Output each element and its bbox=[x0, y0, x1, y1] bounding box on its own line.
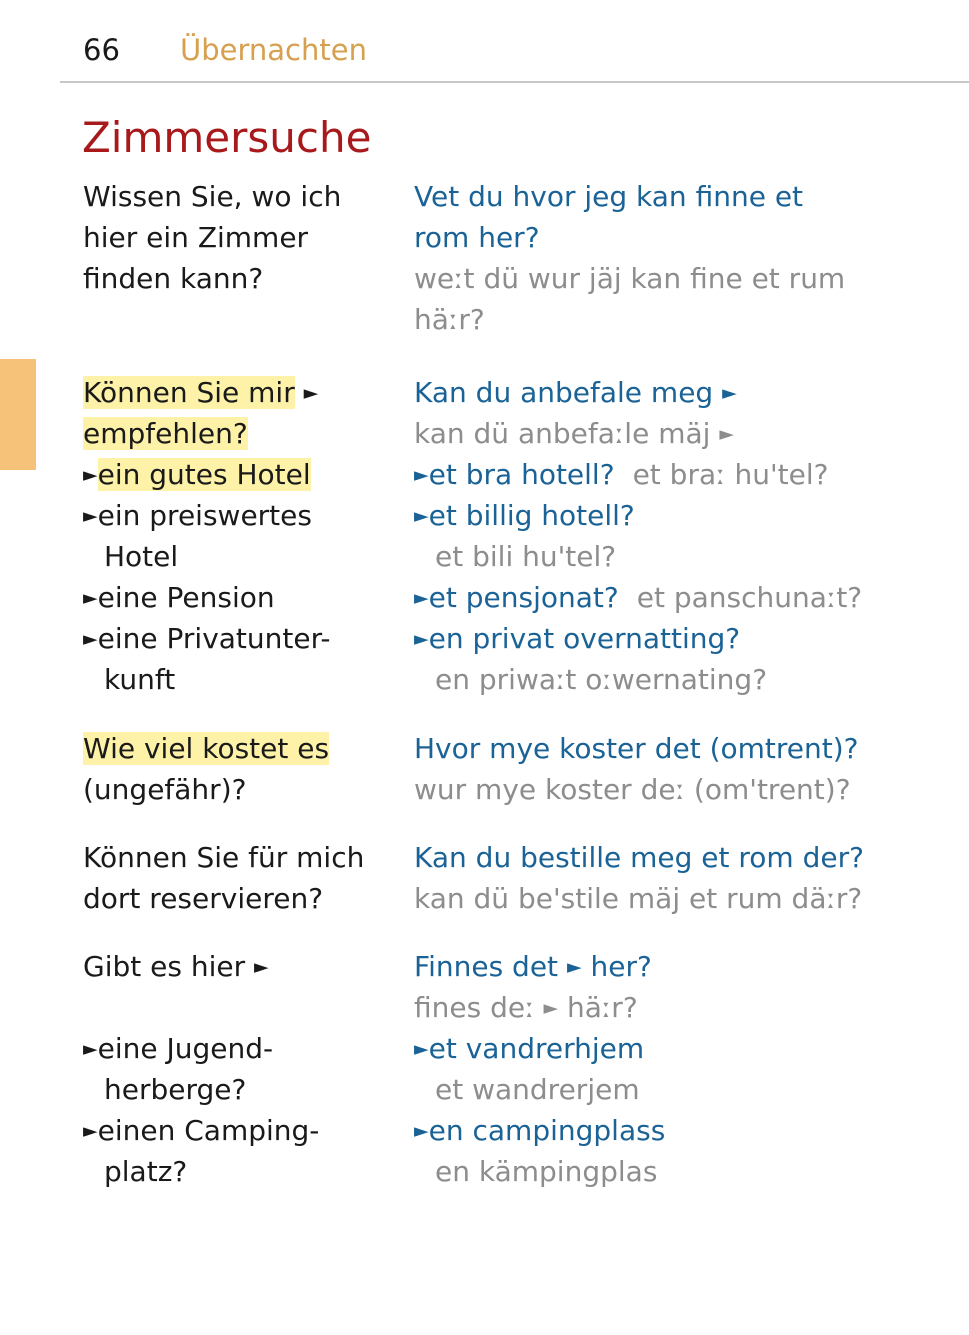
chapter-tab-marker bbox=[0, 359, 36, 470]
phrase-entry bbox=[83, 372, 969, 728]
german-phrase-line: (ungefähr)? bbox=[83, 773, 247, 806]
german-column bbox=[83, 728, 414, 837]
german-option: ein preiswertes bbox=[97, 499, 312, 532]
norwegian-phrase-line: Kan du bestille meg et rom der? bbox=[414, 841, 864, 874]
german-column bbox=[83, 372, 414, 728]
slot-arrow-icon: ► bbox=[254, 956, 269, 978]
phrase-entry bbox=[83, 176, 969, 372]
header-divider bbox=[60, 81, 969, 83]
page-title: Zimmersuche bbox=[82, 113, 372, 162]
phrase-entry bbox=[83, 728, 969, 837]
option-arrow-icon: ► bbox=[414, 505, 429, 527]
slot-arrow-icon: ► bbox=[566, 956, 582, 978]
option-arrow-icon: ► bbox=[414, 587, 429, 609]
norwegian-option: et vandrerhjem bbox=[428, 1032, 645, 1065]
slot-arrow-icon: ► bbox=[719, 423, 734, 445]
norwegian-column bbox=[414, 837, 969, 946]
german-option-continuation: Hotel bbox=[104, 540, 179, 573]
option-arrow-icon: ► bbox=[414, 1120, 429, 1142]
german-option-continuation: herberge? bbox=[104, 1073, 247, 1106]
blank-line bbox=[83, 987, 414, 1028]
norwegian-option: en campingplass bbox=[428, 1114, 666, 1147]
norwegian-column bbox=[414, 176, 969, 372]
norwegian-phrase-line: her? bbox=[590, 950, 652, 983]
german-option: ein gutes Hotel bbox=[97, 458, 311, 491]
pronunciation-line: weːt dü wur jäj kan fine et rum bbox=[414, 262, 846, 295]
norwegian-column bbox=[414, 946, 969, 1192]
german-phrase-line: dort reservieren? bbox=[83, 882, 324, 915]
phrase-entry bbox=[83, 946, 969, 1192]
page-number: 66 bbox=[83, 33, 120, 67]
german-column bbox=[83, 946, 414, 1192]
slot-arrow-icon: ► bbox=[543, 997, 559, 1019]
option-arrow-icon: ► bbox=[83, 505, 98, 527]
norwegian-option: en privat overnatting? bbox=[428, 622, 741, 655]
norwegian-column bbox=[414, 372, 969, 728]
pronunciation-inline: et panschunaːt? bbox=[636, 581, 863, 614]
norwegian-phrase-line: Hvor mye koster det (omtrent)? bbox=[414, 732, 859, 765]
german-option-continuation: platz? bbox=[104, 1155, 188, 1188]
german-option: eine Pension bbox=[97, 581, 275, 614]
norwegian-column bbox=[414, 728, 969, 837]
norwegian-phrase-line: Kan du anbefale meg bbox=[414, 376, 714, 409]
phrase-list bbox=[83, 176, 969, 1192]
section-title: Übernachten bbox=[180, 33, 367, 67]
german-option-continuation: kunft bbox=[104, 663, 176, 696]
pronunciation-line: fines deː bbox=[414, 991, 535, 1024]
pronunciation-line: häːr? bbox=[566, 991, 638, 1024]
german-phrase-line: Gibt es hier bbox=[83, 950, 246, 983]
german-phrase-line: finden kann? bbox=[83, 262, 264, 295]
german-column bbox=[83, 837, 414, 946]
pronunciation-line: häːr? bbox=[414, 303, 485, 336]
pronunciation-inline: et braː hu'tel? bbox=[632, 458, 829, 491]
norwegian-phrase-line: Vet du hvor jeg kan finne et bbox=[414, 180, 804, 213]
german-phrase-line: empfehlen? bbox=[83, 417, 248, 450]
german-option: eine Jugend- bbox=[97, 1032, 274, 1065]
norwegian-option: et billig hotell? bbox=[428, 499, 635, 532]
german-phrase-line: Wissen Sie, wo ich bbox=[83, 180, 342, 213]
pronunciation-line: kan dü anbefaːle mäj bbox=[414, 417, 711, 450]
option-arrow-icon: ► bbox=[414, 628, 429, 650]
slot-arrow-icon: ► bbox=[722, 382, 737, 404]
german-option: einen Camping- bbox=[97, 1114, 320, 1147]
pronunciation-line: en priwaːt oːwernating? bbox=[435, 663, 768, 696]
phrase-entry bbox=[83, 837, 969, 946]
pronunciation-line: wur mye koster deː (om'trent)? bbox=[414, 773, 851, 806]
option-arrow-icon: ► bbox=[83, 1038, 98, 1060]
option-arrow-icon: ► bbox=[83, 628, 98, 650]
norwegian-option: et bra hotell? bbox=[428, 458, 615, 491]
pronunciation-line: et bili hu'tel? bbox=[435, 540, 617, 573]
norwegian-option: et pensjonat? bbox=[428, 581, 619, 614]
pronunciation-line: kan dü be'stile mäj et rum däːr? bbox=[414, 882, 863, 915]
german-phrase-line: Können Sie für mich bbox=[83, 841, 365, 874]
option-arrow-icon: ► bbox=[414, 464, 429, 486]
norwegian-phrase-line: rom her? bbox=[414, 221, 540, 254]
option-arrow-icon: ► bbox=[83, 1120, 98, 1142]
pronunciation-line: et wandrerjem bbox=[435, 1073, 640, 1106]
option-arrow-icon: ► bbox=[83, 587, 98, 609]
german-option: eine Privatunter- bbox=[97, 622, 331, 655]
option-arrow-icon: ► bbox=[83, 464, 98, 486]
slot-arrow-icon: ► bbox=[303, 382, 319, 404]
option-arrow-icon: ► bbox=[414, 1038, 429, 1060]
german-phrase-line: hier ein Zimmer bbox=[83, 221, 309, 254]
german-phrase-line: Können Sie mir bbox=[83, 376, 295, 409]
norwegian-phrase-line: Finnes det bbox=[414, 950, 559, 983]
german-column bbox=[83, 176, 414, 372]
pronunciation-line: en kämpingplas bbox=[435, 1155, 658, 1188]
german-phrase-line: Wie viel kostet es bbox=[83, 732, 330, 765]
